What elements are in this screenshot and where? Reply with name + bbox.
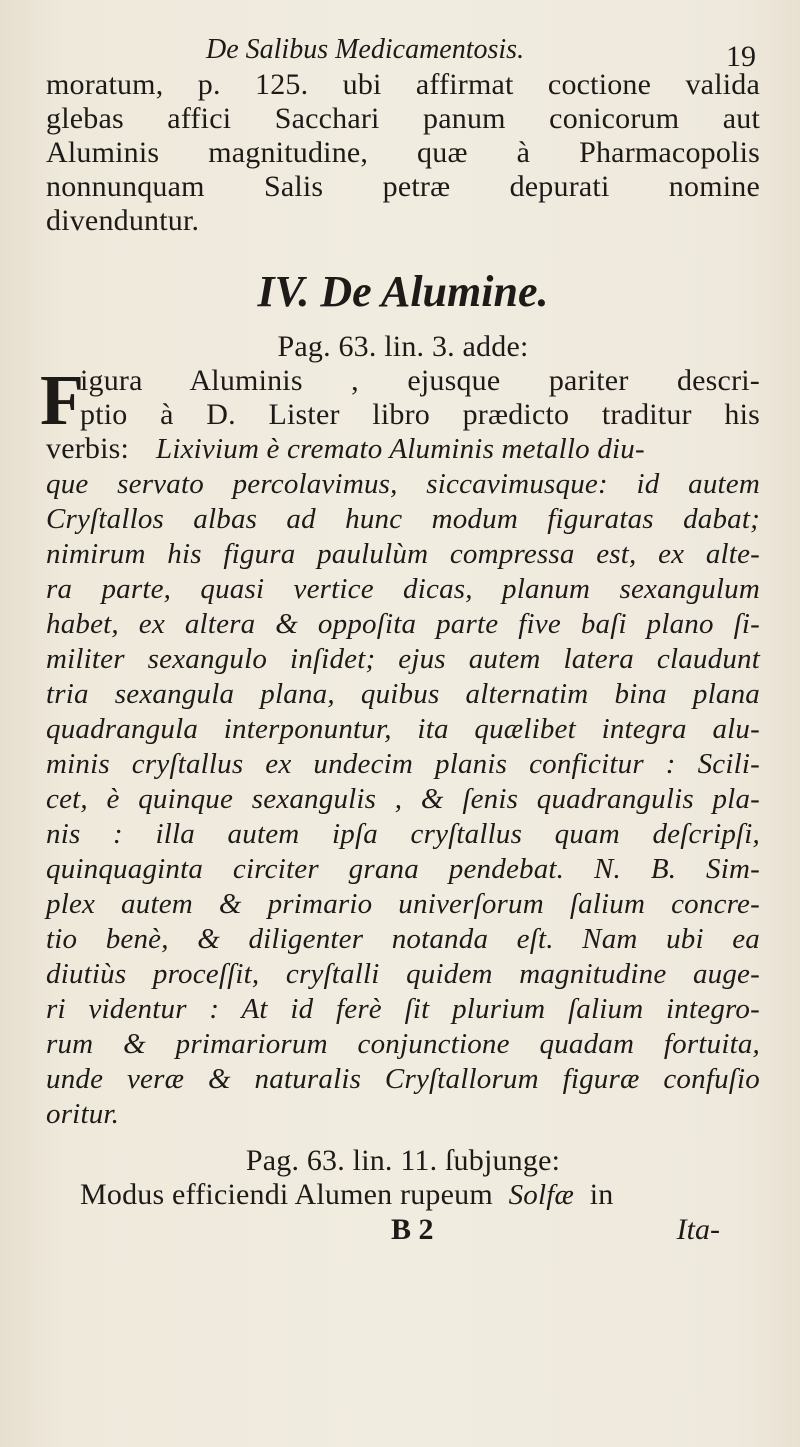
- text-line: ptio à D. Lister libro prædicto traditur his: [80, 398, 760, 431]
- text-line: divenduntur.: [46, 204, 200, 237]
- catchword: Ita-: [676, 1213, 720, 1246]
- paragraph-1: [46, 68, 760, 238]
- text-line: igura Aluminis , ejusque pariter descri-: [80, 364, 760, 397]
- text-line: glebas affici Sacchari panum conicorum aut: [46, 102, 760, 135]
- italic-line: unde veræ & naturalis Cryſtallorum figuræ confuſio: [46, 1063, 760, 1095]
- text-span: Modus efficiendi Alumen rupeum: [80, 1178, 493, 1211]
- italic-line: habet, ex altera & oppoſita parte five baſi plano ſi-: [46, 608, 760, 640]
- paragraph-2: [40, 360, 760, 440]
- page-number: 19: [726, 40, 756, 73]
- text-line: nonnunquam Salis petræ depurati nomine: [46, 170, 760, 203]
- page-reference: Pag. 63. lin. 11. ſubjunge:: [245, 1144, 561, 1177]
- text-span: in: [589, 1178, 614, 1211]
- drop-cap: F: [40, 360, 84, 440]
- italic-line: oritur.: [46, 1098, 120, 1130]
- italic-line: Cryſtallos albas ad hunc modum figuratas dabat;: [46, 503, 760, 535]
- italic-line: militer sexangulo inſidet; ejus autem latera claudunt: [46, 643, 760, 675]
- quotation: [46, 467, 760, 1132]
- page-footer: [46, 1213, 760, 1249]
- italic-line: cet, è quinque sexangulis , & ſenis quadrangulis pla-: [46, 783, 760, 815]
- section-heading: IV. De Alumine.: [257, 267, 549, 316]
- italic-line: nis : illa autem ipſa cryſtallus quam deſcripſi,: [46, 818, 760, 850]
- italic-line: Lixivium è cremato Aluminis metallo diu-: [156, 433, 645, 465]
- running-head: [46, 28, 760, 73]
- italic-line: minis cryſtallus ex undecim planis conficitur : Scili-: [46, 748, 760, 780]
- italic-line: que servato percolavimus, siccavimusque: id autem: [46, 468, 760, 500]
- italic-line: quadrangula interponuntur, ita quælibet integra alu-: [46, 713, 760, 745]
- italic-line: diutiùs proceſſit, cryſtalli quidem magnitudine auge-: [46, 958, 760, 990]
- italic-line: ri videntur : At id ferè ſit plurium ſalium integro-: [46, 993, 760, 1025]
- running-head-title: De Salibus Medicamentosis.: [206, 34, 525, 65]
- page-reference: Pag. 63. lin. 3. adde:: [277, 330, 529, 363]
- italic-line: nimirum his figura paululùm compressa est, ex alte-: [46, 538, 760, 570]
- italic-line: tio benè, & diligenter notanda eſt. Nam ubi ea: [46, 923, 760, 955]
- italic-line: plex autem & primario univerſorum ſalium concre-: [46, 888, 760, 920]
- italic-line: rum & primariorum conjunctione quadam fortuita,: [46, 1028, 760, 1060]
- text-line: moratum, p. 125. ubi affirmat coctione valida: [46, 68, 760, 101]
- italic-word: Solfæ: [508, 1179, 575, 1211]
- italic-line: tria sexangula plana, quibus alternatim bina plana: [46, 678, 760, 710]
- italic-line: ra parte, quasi vertice dicas, planum sexangulum: [46, 573, 760, 605]
- text-line: verbis:: [46, 432, 130, 465]
- text-line: Aluminis magnitudine, quæ à Pharmacopolis: [46, 136, 760, 169]
- paragraph-3: [46, 1178, 760, 1213]
- signature-mark: B 2: [391, 1213, 434, 1246]
- italic-line: quinquaginta circiter grana pendebat. N. B. Sim-: [46, 853, 760, 885]
